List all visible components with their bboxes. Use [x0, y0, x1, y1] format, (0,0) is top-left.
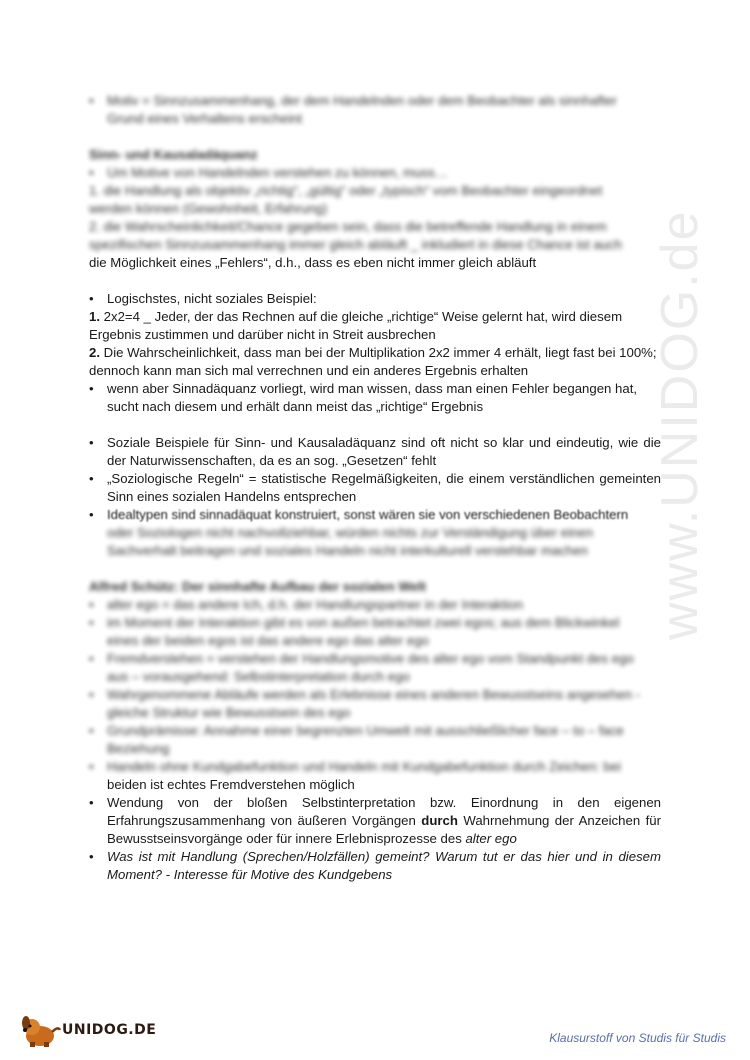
text-line: „Soziologische Regeln“ = statistische Regelmäßigkeiten, die einem verständlichen gemeinten Sinn eines sozialen Handelns entsprechen: [107, 471, 661, 504]
list-item: [89, 506, 661, 524]
list-item: [89, 596, 661, 614]
section-heading: Alfred Schütz: Der sinnhafte Aufbau der sozialen Welt: [89, 579, 427, 594]
text-line: Grundprämisse: Annahme einer begrenzten Umwelt mit ausschließlicher face – to – face: [107, 723, 624, 738]
text-segment: Wahrnehmung der Anzeichen für Bewusstseinsvorgänge oder für innere Erlebnisprozesse des: [107, 813, 661, 846]
bullet: •: [89, 597, 94, 612]
list-item: [89, 92, 661, 128]
list-item: [89, 380, 661, 416]
text-line: gleiche Struktur wie Bewusstsein des ego: [107, 705, 351, 720]
document-body: [89, 92, 661, 884]
bullet: •: [89, 687, 94, 702]
text-line: beiden ist echtes Fremdverstehen möglich: [107, 777, 355, 792]
list-item: [89, 722, 661, 758]
text-segment: Wendung von der bloßen Selbstinterpretation bzw. Einordnung in den eigenen Erfahrungszusammenhang von äußeren Vorgängen: [107, 795, 661, 828]
list-item: [89, 164, 661, 182]
text-line: spezifischen Sinnzusammenhang immer gleich abläuft _ inkludiert in diese Chance ist auch: [89, 237, 622, 252]
item-number: 2.: [89, 345, 100, 360]
text-line: oder Soziologen nicht nachvollziehbar, würden nichts zur Verständigung über einen: [107, 525, 594, 540]
bullet: •: [89, 381, 94, 396]
text-line: werden können (Gewohnheit, Erfahrung): [89, 201, 328, 216]
bullet: •: [89, 507, 94, 522]
bullet: •: [89, 165, 94, 180]
logo-text: UNIDOG.DE: [62, 1022, 157, 1038]
text-line: Sachverhalt beitragen und soziales Handeln nicht interkulturell verstehbar machen: [107, 543, 588, 558]
blurred-section-top: [89, 92, 661, 254]
text-line: Grund eines Verhaltens erscheint: [107, 111, 302, 126]
list-item: [89, 434, 661, 470]
text-line: Beziehung: [107, 741, 170, 756]
footer-slogan: Klausurstoff von Studis für Studis: [549, 1031, 726, 1045]
text-line: Idealtypen sind sinnadäquat konstruiert, sonst wären sie von verschiedenen Beobachtern: [107, 507, 629, 522]
text-line: Soziale Beispiele für Sinn- und Kausaladäquanz sind oft nicht so klar und eindeutig, wie die der Naturwissenschaften, da es an sog. „Gesetzen“ fehlt: [107, 435, 661, 468]
watermark: www.UNIDOG.de: [651, 209, 709, 640]
text-segment-italic: alter ego: [465, 831, 517, 846]
text-line: Was ist mit Handlung (Sprechen/Holzfällen) gemeint? Warum tut er das hier und in diesem Moment? - Interesse für Motive des Kundgebens: [107, 849, 661, 882]
item-text: Die Wahrscheinlichkeit, dass man bei der Multiplikation 2x2 immer 4 erhält, liegt fast bei 100%; dennoch kann man sich mal verrechnen und ein anderes Ergebnis erhalten: [89, 345, 657, 378]
text-line: Wahrgenommene Abläufe werden als Erlebnisse eines anderen Bewusstseins angesehen -: [107, 687, 641, 702]
dog-icon: [18, 1014, 62, 1048]
list-item: [89, 290, 661, 308]
blurred-section-middle: [89, 524, 661, 776]
unidog-logo: [18, 1014, 168, 1048]
text-line: Um Motive von Handelnden verstehen zu können, muss…: [107, 165, 448, 180]
bullet: •: [89, 723, 94, 738]
bullet: •: [89, 471, 94, 486]
numbered-item: [89, 308, 661, 344]
text-line: wenn aber Sinnadäquanz vorliegt, wird man wissen, dass man einen Fehler begangen hat, sucht nach diesem und erhält dann meist das „richtige“ Ergebnis: [107, 381, 638, 414]
list-item: [89, 650, 661, 686]
bullet: •: [89, 651, 94, 666]
section-heading: Sinn- und Kausaladäquanz: [89, 147, 258, 162]
bullet: •: [89, 435, 94, 450]
text-line: alter ego = das andere Ich, d.h. der Handlungspartner in der Interaktion: [107, 597, 524, 612]
bullet: •: [89, 795, 94, 810]
bullet: •: [89, 759, 94, 774]
text-segment-bold: durch: [421, 813, 458, 828]
list-item: [89, 794, 661, 848]
text-line: Motiv = Sinnzusammenhang, der dem Handelnden oder dem Beobachter als sinnhafter: [107, 93, 617, 108]
text-line: 2. die Wahrscheinlichkeit/Chance gegeben sein, dass die betreffende Handlung in einem: [89, 219, 607, 234]
bullet: •: [89, 93, 94, 108]
list-item: [89, 470, 661, 506]
bullet: •: [89, 849, 94, 864]
text-line: Handeln ohne Kundgabefunktion und Handeln mit Kundgabefunktion durch Zeichen: bei: [107, 759, 621, 774]
list-item: [89, 614, 661, 650]
list-item: [89, 686, 661, 722]
list-item: [89, 848, 661, 884]
text-line: die Möglichkeit eines „Fehlers“, d.h., dass es eben nicht immer gleich abläuft: [89, 255, 537, 270]
text-line: aus – vorausgehend: Selbstinterpretation durch ego: [107, 669, 410, 684]
numbered-item: [89, 344, 661, 380]
bullet: •: [89, 615, 94, 630]
item-text: 2x2=4 _ Jeder, der das Rechnen auf die gleiche „richtige“ Weise gelernt hat, wird diesem Ergebnis zustimmen und darüber nicht in Streit ausbrechen: [89, 309, 623, 342]
list-item: [89, 758, 661, 776]
text-line: Logischstes, nicht soziales Beispiel:: [107, 291, 317, 306]
text-line: Fremdverstehen = verstehen der Handlungsmotive des alter ego vom Standpunkt des ego: [107, 651, 634, 666]
bullet: •: [89, 291, 94, 306]
text-line: eines der beiden egos ist das andere ego das alter ego: [107, 633, 429, 648]
text-line: im Moment der Interaktion gibt es von außen betrachtet zwei egos; aus dem Blickwinkel: [107, 615, 620, 630]
text-line: 1. die Handlung als objektiv „richtig“, „gültig“ oder „typisch“ vom Beobachter eingeordnet: [89, 183, 603, 198]
item-number: 1.: [89, 309, 100, 324]
